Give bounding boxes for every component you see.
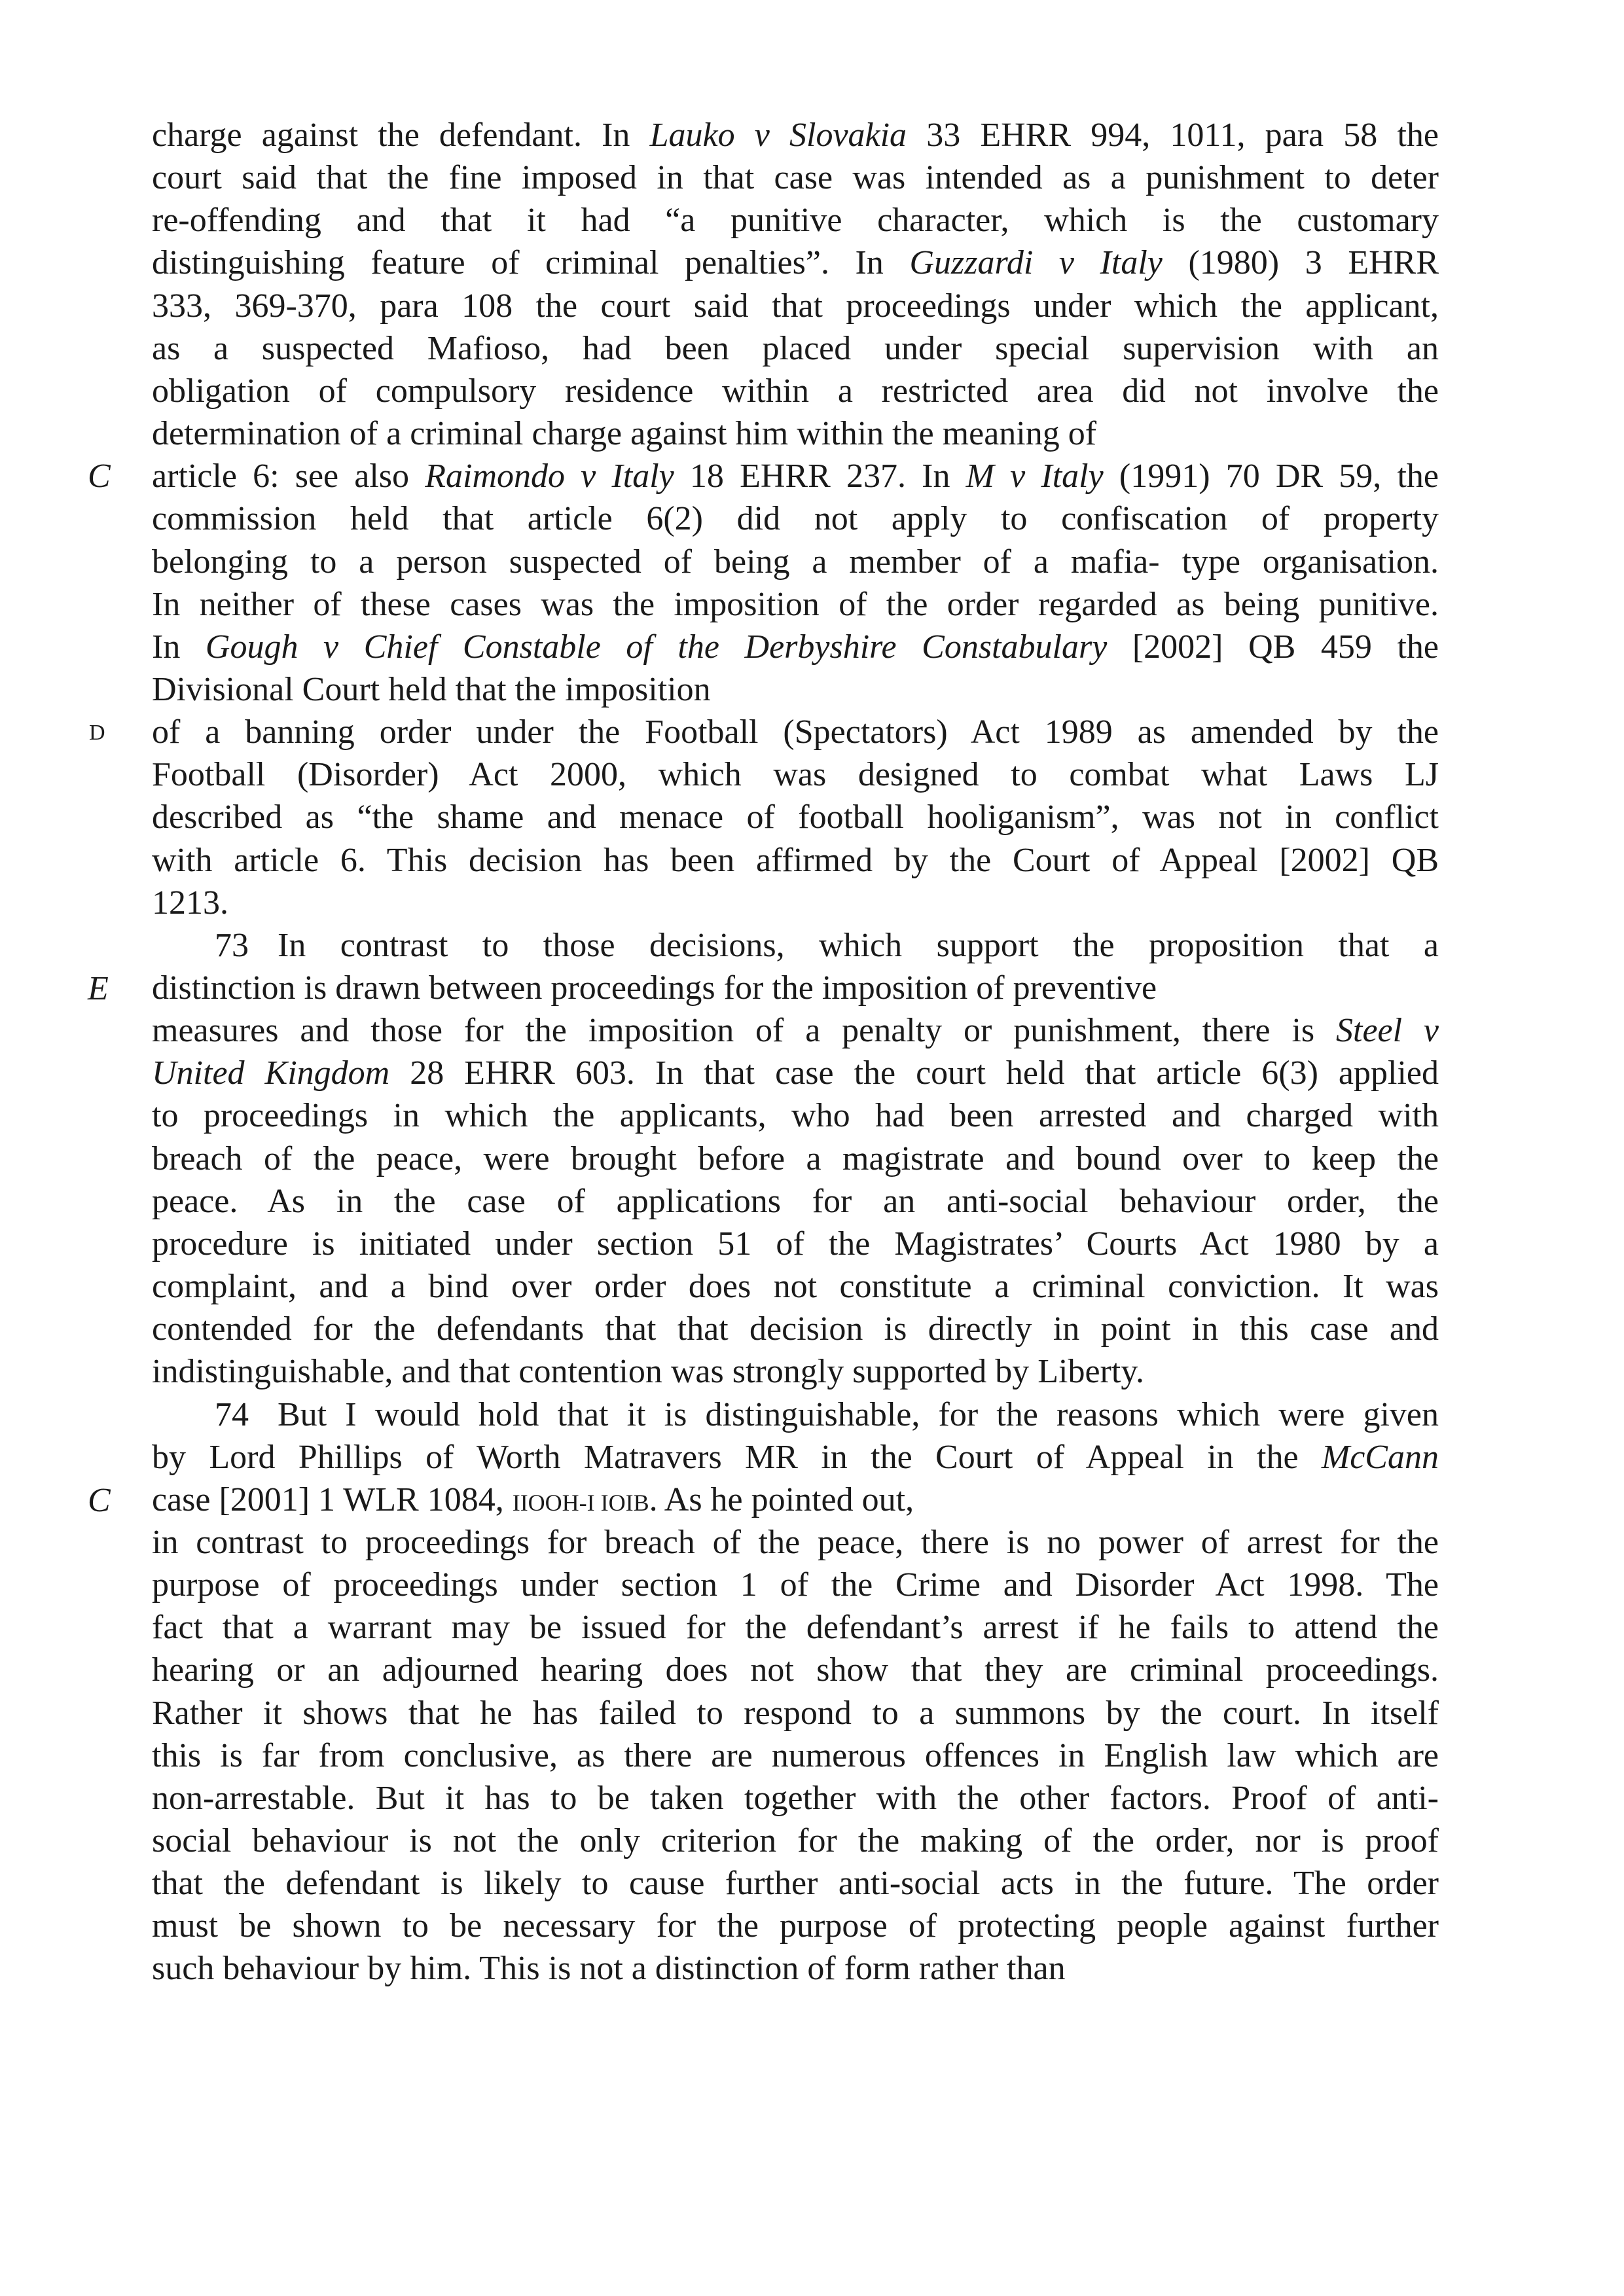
text-line	[152, 1649, 1439, 1691]
text-line	[152, 412, 1439, 455]
case-name: McCann	[1321, 1438, 1439, 1476]
text-line	[152, 1777, 1439, 1820]
text-run: social behaviour is not the only criterion for the making of the order, nor is proof	[152, 1822, 1439, 1859]
text-line	[152, 882, 1439, 924]
case-name: Lauko v Slovakia	[649, 117, 907, 154]
text-run: (1991) 70 DR 59, the	[1103, 457, 1439, 495]
text-run: But I would hold that it is distinguishable, for the reasons which were given	[278, 1395, 1439, 1433]
text-run: in contrast to proceedings for breach of the peace, there is no power of arrest for the	[152, 1523, 1439, 1561]
text-line	[152, 967, 1439, 1009]
text-run: breach of the peace, were brought before a magistrate and bound over to keep the	[152, 1139, 1439, 1177]
text-line	[152, 668, 1439, 711]
text-line	[152, 1052, 1439, 1094]
text-run: hearing or an adjourned hearing does not show that they are criminal proceedings.	[152, 1651, 1439, 1689]
text-run: of a banning order under the Football (Spectators) Act 1989 as amended by the	[152, 713, 1439, 751]
text-run: peace. As in the case of applications for an anti-social behaviour order, the	[152, 1182, 1439, 1220]
text-line	[152, 1009, 1439, 1052]
text-run: fact that a warrant may be issued for the defendant’s arrest if he fails to attend the	[152, 1609, 1439, 1647]
margin-letter-d: D	[89, 721, 105, 745]
text-line	[152, 156, 1439, 199]
text-line	[152, 114, 1439, 156]
text-line	[152, 1606, 1439, 1649]
text-run: Football (Disorder) Act 2000, which was designed to combat what Laws LJ	[152, 756, 1439, 794]
text-run: distinguishing feature of criminal penalties”. In	[152, 244, 910, 282]
case-name: United Kingdom	[152, 1054, 390, 1092]
text-run: In contrast to those decisions, which support the proposition that a	[278, 926, 1439, 964]
text-run: such behaviour by him. This is not a distinction of form rather than	[152, 1950, 1066, 1988]
text-run: procedure is initiated under section 51 of the Magistrates’ Courts Act 1980 by a	[152, 1225, 1439, 1263]
text-run: belonging to a person suspected of being a member of a mafia- type organisation.	[152, 543, 1439, 581]
case-name: Guzzardi v Italy	[909, 244, 1163, 282]
text-line	[152, 1308, 1439, 1350]
text-run: determination of a criminal charge against him within the meaning of	[152, 415, 1097, 453]
text-run: non-arrestable. But it has to be taken together with the other factors. Proof of anti-	[152, 1779, 1439, 1817]
text-run: Divisional Court held that the imposition	[152, 670, 711, 708]
text-run: this is far from conclusive, as there are numerous offences in English law which are	[152, 1736, 1439, 1774]
text-line	[152, 1180, 1439, 1223]
text-run: described as “the shame and menace of football hooliganism”, was not in conflict	[152, 798, 1439, 836]
text-run: contended for the defendants that that decision is directly in point in this case and	[152, 1310, 1439, 1348]
text-run: court said that the fine imposed in that case was intended as a punishment to deter	[152, 159, 1439, 197]
text-run: that the defendant is likely to cause further anti-social acts in the future. The order	[152, 1865, 1439, 1903]
text-line	[152, 1564, 1439, 1606]
text-run: In neither of these cases was the imposition of the order regarded as being punitive.	[152, 585, 1439, 623]
text-run: 1213.	[152, 884, 228, 922]
text-line	[152, 1692, 1439, 1734]
text-run: 28 EHRR 603. In that case the court held that article 6(3) applied	[389, 1054, 1439, 1092]
text-line	[152, 1436, 1439, 1479]
text-run: must be shown to be necessary for the purpose of protecting people against further	[152, 1907, 1439, 1945]
text-line	[215, 924, 1439, 967]
text-run: indistinguishable, and that contention was strongly supported by Liberty.	[152, 1353, 1144, 1391]
case-name: M v Italy	[965, 457, 1104, 495]
paragraph-number: 73	[215, 926, 249, 964]
text-line	[152, 626, 1439, 668]
text-run: Rather it shows that he has failed to respond to a summons by the court. In itself	[152, 1694, 1439, 1732]
text-line	[152, 1905, 1439, 1947]
text-run: charge against the defendant. In	[152, 117, 650, 154]
text-run: by Lord Phillips of Worth Matravers MR in the Court of Appeal in the	[152, 1438, 1322, 1476]
text-line	[152, 455, 1439, 497]
text-run: 33 EHRR 994, 1011, para 58 the	[907, 117, 1439, 154]
text-run: as a suspected Mafioso, had been placed under special supervision with an	[152, 329, 1439, 367]
case-name: Raimondo v Italy	[425, 457, 674, 495]
text-run: measures and those for the imposition of a penalty or punishment, there is	[152, 1012, 1336, 1050]
text-line	[152, 1265, 1439, 1308]
text-run: case [2001] 1 WLR 1084,	[152, 1480, 513, 1518]
text-run: article 6: see also	[152, 457, 425, 495]
text-run: distinction is drawn between proceedings for the imposition of preventive	[152, 969, 1157, 1007]
page-reference: IIOOH-I IOIB	[512, 1489, 649, 1516]
margin-letter-e: E	[88, 970, 109, 1007]
text-line	[152, 1350, 1439, 1393]
text-run: commission held that article 6(2) did not apply to confiscation of property	[152, 500, 1439, 538]
text-line	[152, 242, 1439, 284]
case-name: Steel v	[1336, 1012, 1439, 1050]
margin-letter-c: C	[88, 1482, 111, 1519]
paragraph-number: 74	[215, 1395, 249, 1433]
text-run: to proceedings in which the applicants, who had been arrested and charged with	[152, 1097, 1439, 1135]
text-line	[152, 1479, 1439, 1521]
text-run: 18 EHRR 237. In	[674, 457, 966, 495]
text-run: purpose of proceedings under section 1 of the Crime and Disorder Act 1998. The	[152, 1566, 1439, 1604]
text-run: obligation of compulsory residence within a restricted area did not involve the	[152, 372, 1439, 410]
margin-letter-c: C	[88, 457, 111, 495]
text-line	[152, 1223, 1439, 1265]
text-line	[152, 1734, 1439, 1777]
text-line	[152, 327, 1439, 370]
text-run: [2002] QB 459 the	[1107, 628, 1439, 666]
text-line	[152, 285, 1439, 327]
text-run: In	[152, 628, 206, 666]
text-run: . As he pointed out,	[649, 1480, 914, 1518]
text-line	[152, 199, 1439, 242]
text-line	[152, 1820, 1439, 1862]
text-line	[152, 1947, 1439, 1990]
text-line	[152, 583, 1439, 626]
text-line	[152, 711, 1439, 753]
text-line	[152, 1138, 1439, 1180]
text-line	[152, 796, 1439, 838]
text-run: (1980) 3 EHRR	[1162, 244, 1439, 282]
text-line	[152, 497, 1439, 540]
text-run: complaint, and a bind over order does not constitute a criminal conviction. It was	[152, 1268, 1439, 1306]
case-name: Gough v Chief Constable of the Derbyshire Constabulary	[205, 628, 1108, 666]
text-line	[215, 1393, 1439, 1436]
text-line	[152, 541, 1439, 583]
text-line	[152, 1862, 1439, 1905]
text-line	[152, 1094, 1439, 1137]
text-line	[152, 1521, 1439, 1564]
text-line	[152, 753, 1439, 796]
text-run: with article 6. This decision has been affirmed by the Court of Appeal [2002] QB	[152, 841, 1439, 879]
text-run: re-offending and that it had “a punitive character, which is the customary	[152, 202, 1439, 240]
text-run: 333, 369-370, para 108 the court said that proceedings under which the applicant,	[152, 287, 1439, 325]
text-line	[152, 370, 1439, 412]
text-line	[152, 839, 1439, 882]
